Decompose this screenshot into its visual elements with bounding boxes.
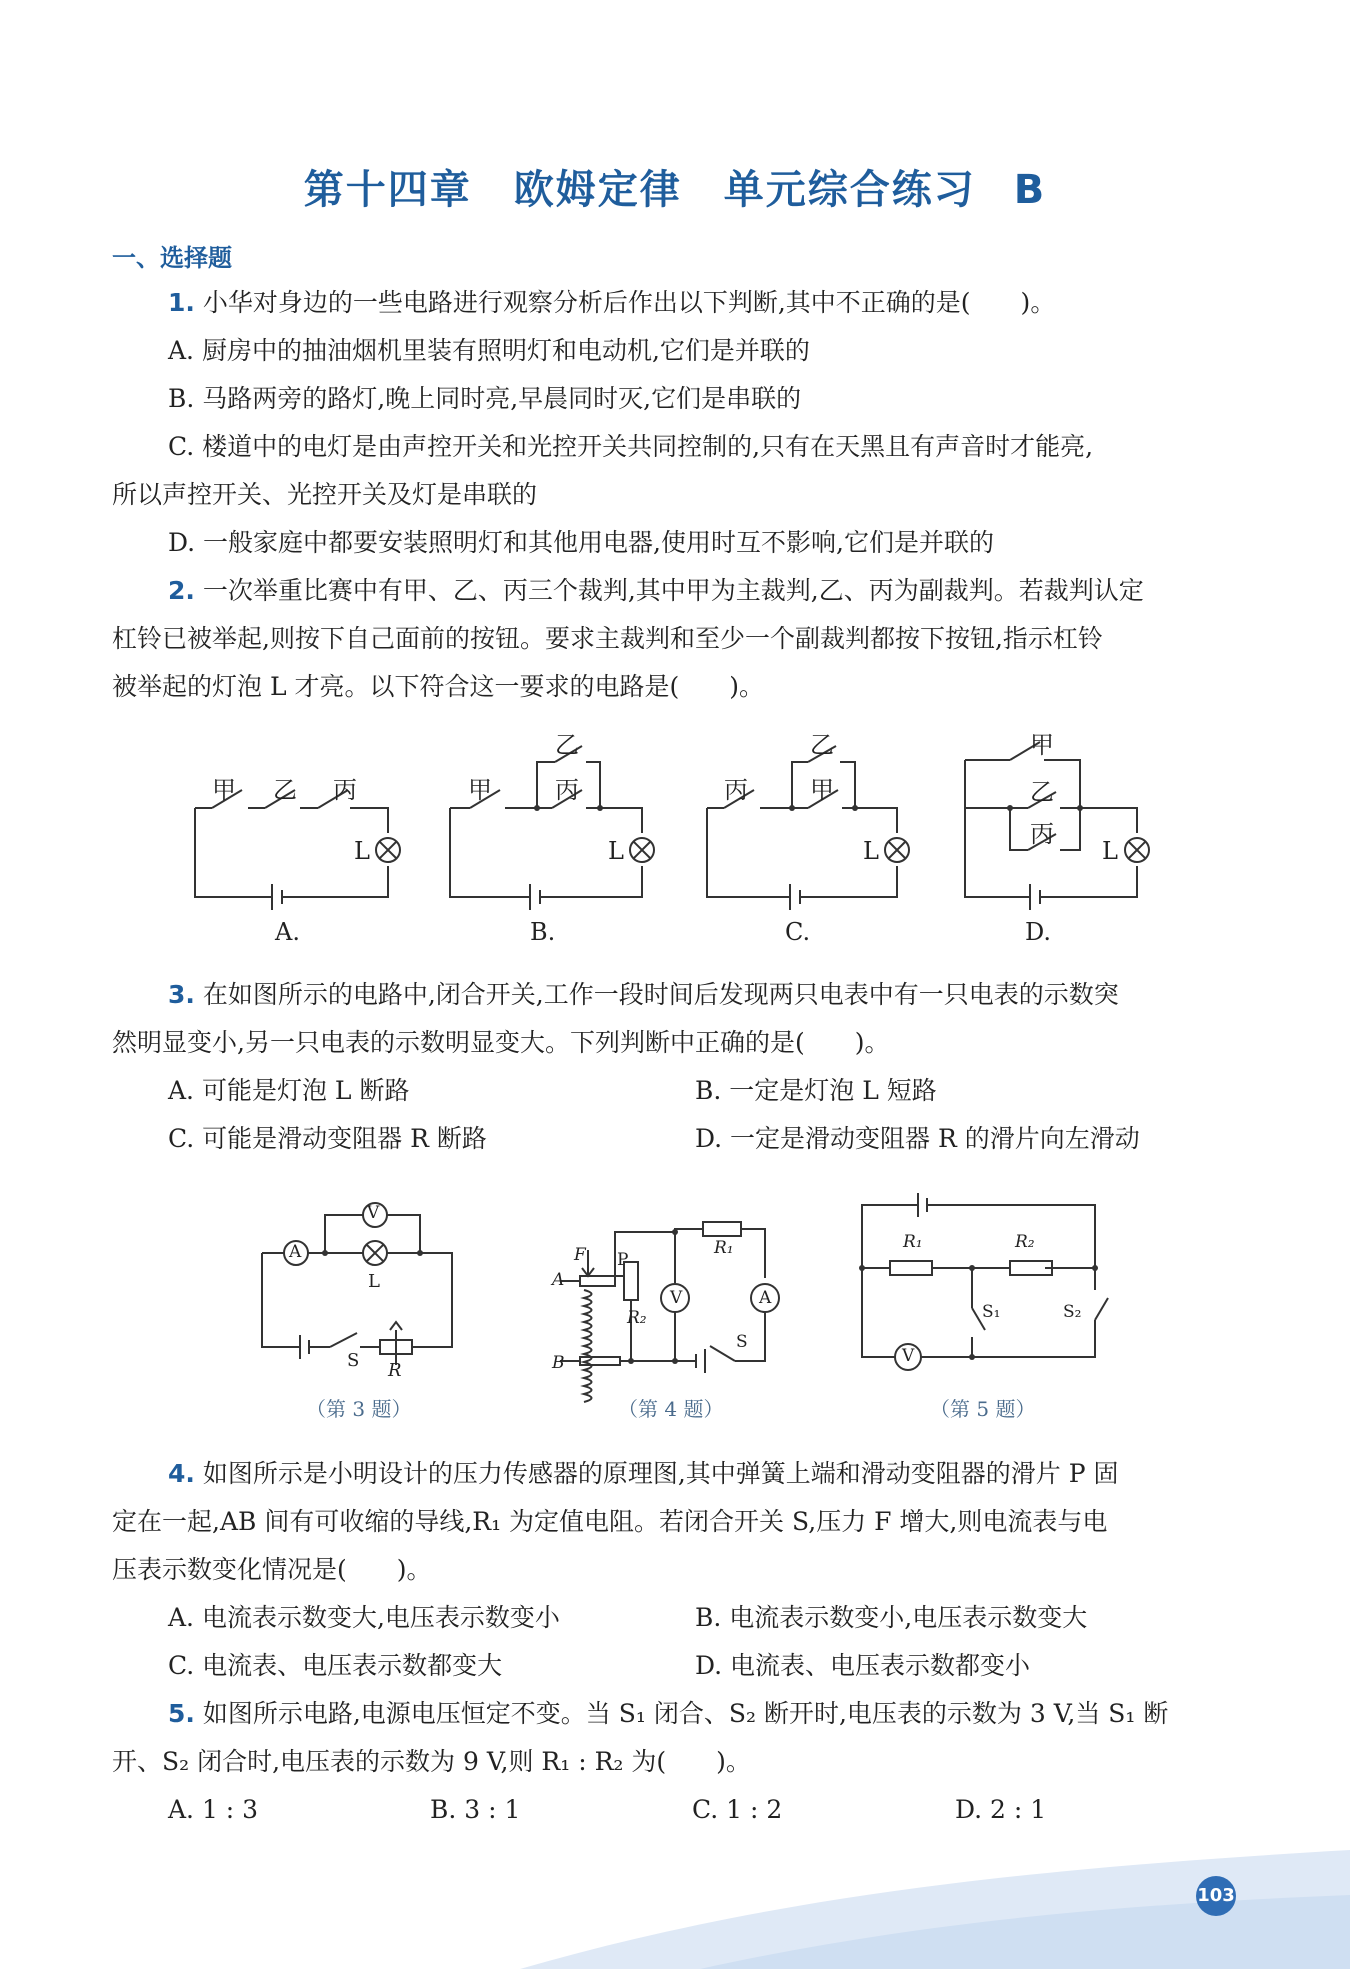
figure-4-caption: （第 4 题） (618, 1397, 724, 1421)
fig4-terminal-b-label: B (552, 1353, 565, 1373)
question-stem: 如图所示电路,电源电压恒定不变。当 S₁ 闭合、S₂ 断开时,电压表的示数为 3 V,当 S₁ 断 (202, 1699, 1169, 1728)
fig4-voltmeter-label: V (670, 1288, 683, 1308)
option-c: C. 1 : 2 (692, 1795, 783, 1824)
fig4-switch-label: S (736, 1332, 748, 1352)
fig4-force-label: F (574, 1245, 586, 1265)
figure-4-circuit (560, 1222, 779, 1402)
circuit-a-lamp-label: L (354, 837, 370, 865)
circuit-c-label-2: 乙 (810, 731, 834, 759)
fig3-lamp-label: L (368, 1271, 380, 1292)
option-a: A. 厨房中的抽油烟机里装有照明灯和电动机,它们是并联的 (168, 336, 810, 365)
fig4-terminal-a-label: A (552, 1270, 565, 1290)
option-c: C. 可能是滑动变阻器 R 断路 (168, 1124, 487, 1153)
fig3-ammeter-label: A (289, 1242, 302, 1262)
question-stem: 在如图所示的电路中,闭合开关,工作一段时间后发现两只电表中有一只电表的示数突 (202, 980, 1119, 1009)
page-title: 第十四章 欧姆定律 单元综合练习 B (303, 167, 1047, 213)
question-5-line-2: 开、S₂ 闭合时,电压表的示数为 9 V,则 R₁ : R₂ 为( )。 (112, 1747, 751, 1776)
section-heading: 一、选择题 (112, 244, 232, 272)
circuit-d-label-3: 丙 (1030, 820, 1054, 848)
option-d: D. 一般家庭中都要安装照明灯和其他用电器,使用时互不影响,它们是并联的 (168, 528, 994, 557)
fig5-r2-label: R₂ (1015, 1232, 1035, 1252)
option-b: B. 3 : 1 (430, 1795, 521, 1824)
fig5-r1-label: R₁ (903, 1232, 923, 1252)
option-d: D. 一定是滑动变阻器 R 的滑片向左滑动 (695, 1124, 1140, 1153)
circuit-b-label-3: 丙 (555, 776, 579, 804)
fig5-s2-label: S₂ (1063, 1302, 1082, 1322)
question-5 (168, 1697, 1168, 1731)
question-stem: 如图所示是小明设计的压力传感器的原理图,其中弹簧上端和滑动变阻器的滑片 P 固 (202, 1459, 1119, 1488)
option-c-continued: 所以声控开关、光控开关及灯是串联的 (112, 480, 538, 509)
fig4-ammeter-label: A (759, 1288, 772, 1308)
option-b: B. 一定是灯泡 L 短路 (695, 1076, 937, 1105)
option-d: D. 电流表、电压表示数都变小 (695, 1651, 1031, 1680)
option-c: C. 电流表、电压表示数都变大 (168, 1651, 503, 1680)
figure-3-caption: （第 3 题） (306, 1397, 412, 1421)
fig4-r2-label: R₂ (627, 1308, 647, 1328)
circuit-c-label-1: 丙 (724, 776, 748, 804)
circuit-b-label-2: 乙 (555, 731, 579, 759)
question-4-line-2: 定在一起,AB 间有可收缩的导线,R₁ 为定值电阻。若闭合开关 S,压力 F 增大,则电流表与电 (112, 1507, 1108, 1536)
fig3-voltmeter-label: V (367, 1203, 380, 1223)
circuit-d-lamp-label: L (1102, 837, 1118, 865)
option-a: A. 可能是灯泡 L 断路 (168, 1076, 410, 1105)
fig3-switch-label: S (347, 1350, 360, 1371)
circuit-a-caption: A. (275, 918, 300, 946)
circuit-b-label-1: 甲 (468, 776, 492, 804)
fig4-r1-label: R₁ (714, 1238, 734, 1258)
option-b: B. 电流表示数变小,电压表示数变大 (695, 1603, 1088, 1632)
option-b: B. 马路两旁的路灯,晚上同时亮,早晨同时灭,它们是串联的 (168, 384, 802, 413)
circuit-c-lamp-label: L (863, 837, 879, 865)
page-number: 103 (1196, 1876, 1236, 1916)
question-2-line-2: 杠铃已被举起,则按下自己面前的按钮。要求主裁判和至少一个副裁判都按下按钮,指示杠铃 (112, 624, 1103, 653)
circuit-b-caption: B. (530, 918, 556, 946)
figure-3-circuit (262, 1203, 452, 1365)
circuit-d-label-2: 乙 (1030, 778, 1054, 806)
question-number: 2. (168, 576, 195, 605)
question-number: 4. (168, 1459, 195, 1488)
question-number: 1. (168, 288, 195, 317)
circuit-d-label-1: 甲 (1030, 731, 1054, 759)
question-4 (168, 1457, 1119, 1491)
circuit-c-caption: C. (785, 918, 811, 946)
question-3-line-2: 然明显变小,另一只电表的示数明显变大。下列判断中正确的是( )。 (112, 1028, 890, 1057)
fig4-slider-label: P (617, 1250, 629, 1270)
circuit-d-caption: D. (1025, 918, 1052, 946)
question-2-line-3: 被举起的灯泡 L 才亮。以下符合这一要求的电路是( )。 (112, 672, 765, 701)
figure-5-circuit (862, 1193, 1108, 1370)
circuit-a-label-2: 乙 (273, 776, 297, 804)
circuit-a-label-3: 丙 (333, 776, 357, 804)
fig5-s1-label: S₁ (982, 1302, 1001, 1322)
figure-5-caption: （第 5 题） (930, 1397, 1036, 1421)
option-d: D. 2 : 1 (955, 1795, 1047, 1824)
question-number: 5. (168, 1699, 195, 1728)
option-a: A. 1 : 3 (168, 1795, 259, 1824)
question-stem: 一次举重比赛中有甲、乙、丙三个裁判,其中甲为主裁判,乙、丙为副裁判。若裁判认定 (202, 576, 1144, 605)
circuit-b-lamp-label: L (608, 837, 624, 865)
fig5-voltmeter-label: V (902, 1346, 915, 1366)
option-c: C. 楼道中的电灯是由声控开关和光控开关共同控制的,只有在天黑且有声音时才能亮, (168, 432, 1094, 461)
fig3-rheostat-label: R (388, 1360, 402, 1381)
question-number: 3. (168, 980, 195, 1009)
circuit-c-label-3: 甲 (810, 776, 834, 804)
option-a: A. 电流表示数变大,电压表示数变小 (168, 1603, 560, 1632)
question-4-line-3: 压表示数变化情况是( )。 (112, 1555, 432, 1584)
question-stem: 小华对身边的一些电路进行观察分析后作出以下判断,其中不正确的是( )。 (202, 288, 1056, 317)
circuit-a-label-1: 甲 (212, 776, 236, 804)
